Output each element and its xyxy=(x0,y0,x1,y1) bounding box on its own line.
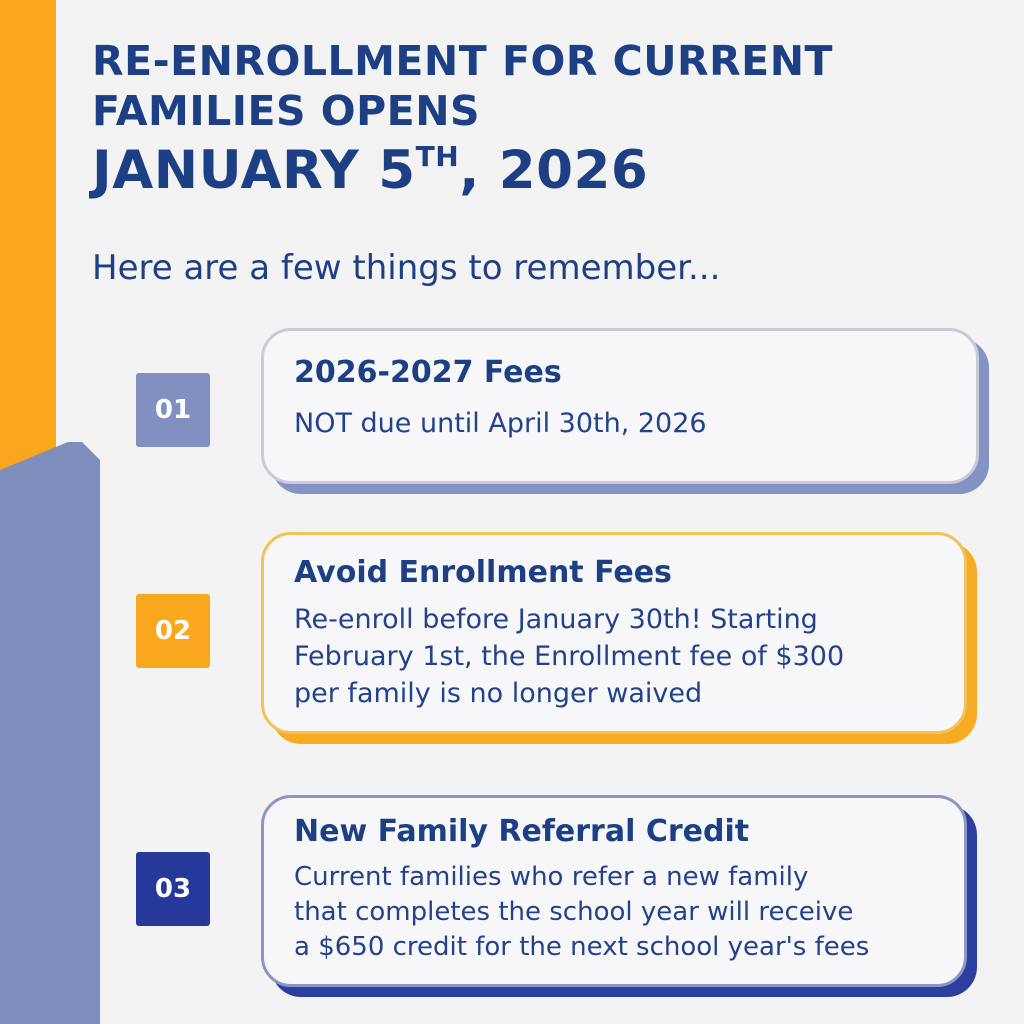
headline-title: RE-ENROLLMENT FOR CURRENT FAMILIES OPENS xyxy=(92,37,833,135)
card-body: Current families who refer a new family that completes the school year will receive a $650 credit for the next school year's fees xyxy=(294,862,870,962)
info-card-referral-credit xyxy=(261,795,967,987)
subtitle: Here are a few things to remember... xyxy=(92,248,721,288)
card-body: NOT due until April 30th, 2026 xyxy=(294,408,707,439)
item-number-03: 03 xyxy=(136,852,210,926)
item-number-02: 02 xyxy=(136,594,210,668)
info-card-fees xyxy=(261,328,979,484)
date-main: JANUARY 5 xyxy=(92,140,416,201)
card-title: New Family Referral Credit xyxy=(294,814,750,849)
headline-date xyxy=(92,140,972,202)
headline xyxy=(92,36,972,202)
item-number-01: 01 xyxy=(136,373,210,447)
blue-accent-stripe xyxy=(0,442,100,1024)
card-body: Re-enroll before January 30th! Starting February 1st, the Enrollment fee of $300 per family is no longer waived xyxy=(294,604,845,709)
date-year: , 2026 xyxy=(459,140,649,201)
card-title: 2026-2027 Fees xyxy=(294,355,562,390)
card-title: Avoid Enrollment Fees xyxy=(294,555,672,590)
date-ordinal: TH xyxy=(415,140,460,173)
orange-accent-stripe xyxy=(0,0,56,470)
info-card-enrollment-fees xyxy=(261,532,967,734)
